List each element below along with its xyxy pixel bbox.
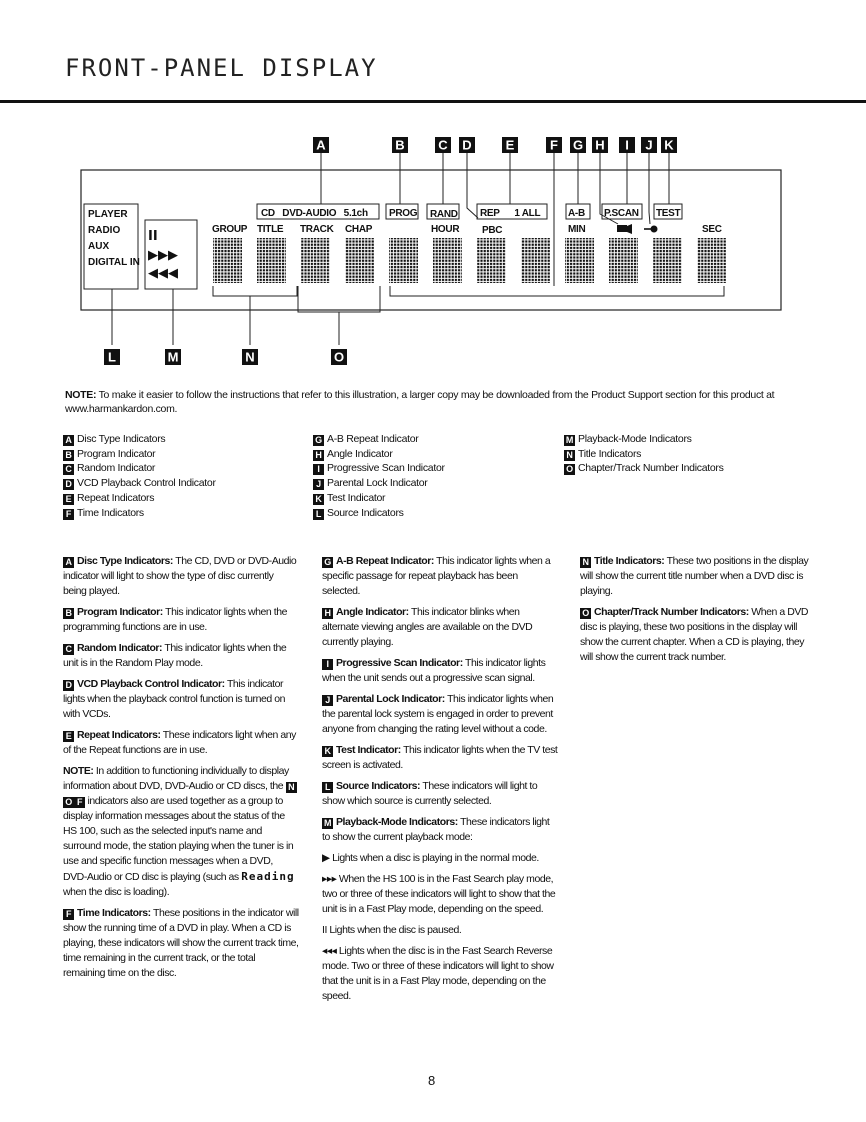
pause-icon: II [148, 229, 158, 244]
legend-label: Playback-Mode Indicators [578, 433, 692, 445]
legend-label: Title Indicators [578, 447, 642, 460]
legend-item-e [63, 491, 216, 506]
angle-icon [617, 224, 632, 234]
callout-n [242, 349, 258, 365]
track-label: TRACK [300, 224, 334, 235]
svg-text:O: O [333, 349, 345, 365]
svg-text:E: E [505, 137, 515, 153]
svg-text:D: D [462, 137, 472, 153]
svg-text:B: B [395, 137, 405, 153]
legend-item-o [564, 461, 724, 476]
legend-label: Time Indicators [77, 506, 144, 519]
letter-badge: M [565, 435, 574, 445]
desc-d: D VCD Playback Control Indicator: This indicator lights when the playback control function is turned on with VCDs. [63, 678, 286, 720]
letter-badge: L [313, 509, 324, 520]
svg-text:L: L [108, 349, 116, 365]
legend-item-k [313, 491, 445, 506]
note-text: To make it easier to follow the instructions that refer to this illustration, a larger copy may be downloaded from the Product Support section for this product at www.harmankardon.com. [65, 389, 775, 415]
svg-text:J: J [645, 137, 653, 153]
dot-matrix-char-8 [521, 238, 550, 283]
legend-item-m [564, 432, 724, 447]
dot-matrix-char-4 [345, 238, 374, 283]
legend-label: A-B Repeat Indicator [327, 433, 419, 445]
desc-e: E Repeat Indicators: These indicators light when any of the Repeat functions are in use. [63, 729, 296, 756]
letter-badge: I [322, 659, 333, 670]
pbc-label: PBC [482, 225, 503, 236]
play-icon: ▶▶▶ [148, 248, 178, 263]
callout-f [546, 137, 562, 153]
legend-item-g [313, 432, 445, 447]
callout-h [592, 137, 608, 153]
letter-badge: K [313, 494, 324, 505]
svg-text:M: M [167, 349, 179, 365]
pscan-text: P.SCAN [604, 208, 639, 219]
letter-badge: C [63, 464, 74, 475]
dot-matrix-segments [213, 238, 726, 283]
legend-item-c [63, 461, 216, 476]
svg-text:N: N [245, 349, 255, 365]
desc-g: G A-B Repeat Indicator: This indicator lights when a specific passage for repeat playback has been selected. [322, 555, 551, 597]
dot-matrix-char-5 [389, 238, 418, 283]
desc-a: A Disc Type Indicators: The CD, DVD or DVD-Audio indicator will light to show the type of disc currently being played. [63, 555, 297, 597]
reverse-icon: ◀◀◀ [148, 266, 178, 281]
legend-item-f [63, 506, 216, 521]
callout-a [313, 137, 329, 153]
legend-item-l [313, 506, 445, 521]
source-label-player: PLAYER [88, 209, 128, 220]
hour-label: HOUR [431, 224, 460, 235]
letter-badge: D [63, 680, 74, 691]
legend-label: Program Indicator [77, 447, 156, 460]
letter-badge: I [313, 464, 324, 475]
callout-j [641, 137, 657, 153]
legend-label: Chapter/Track Number Indicators [578, 462, 724, 475]
dot-matrix-char-6 [433, 238, 462, 283]
letter-badge: F [63, 909, 74, 920]
group-label: GROUP [212, 224, 248, 235]
letter-badge: H [322, 608, 333, 619]
callout-m [165, 349, 181, 365]
letter-badge: F [74, 797, 85, 808]
dot-matrix-char-2 [257, 238, 286, 283]
letter-badge: N [580, 557, 591, 568]
letter-badge: A [63, 435, 74, 446]
dot-matrix-char-1 [213, 238, 242, 283]
legend-label: Disc Type Indicators [77, 433, 166, 445]
description-column-2 [322, 554, 558, 1010]
desc-m-pause: II Lights when the disc is paused. [322, 924, 462, 936]
desc-f: F Time Indicators: These positions in the indicator will show the running time of a DVD in play. When a CD is playing, these indicators will show the current track time, time remaining in the current track, or the total remaining time on the disc. [63, 907, 299, 979]
desc-h: H Angle Indicator: This indicator blinks when alternate viewing angles are available on the DVD currently playing. [322, 606, 533, 648]
source-label-digital-in: DIGITAL IN [88, 257, 140, 268]
disc-type-text: CD DVD-AUDIO 5.1ch [261, 208, 368, 219]
description-column-1 [63, 554, 299, 987]
sec-label: SEC [702, 224, 722, 235]
dot-matrix-char-12 [697, 238, 726, 283]
legend-item-j [313, 476, 445, 491]
callout-g [570, 137, 586, 153]
letter-badge: E [63, 731, 74, 742]
legend-item-n [564, 447, 724, 462]
title-label: TITLE [257, 224, 284, 235]
letter-badge: J [322, 695, 333, 706]
svg-text:H: H [595, 137, 605, 153]
desc-m-fast: ▸▸▸ When the HS 100 is in the Fast Search play mode, two or three of these indicators will light to show that the unit is in a Fast Play mode, depending on the speed. [322, 873, 556, 915]
letter-badge: L [322, 782, 333, 793]
callout-b [392, 137, 408, 153]
desc-m-play: ▶ Lights when a disc is playing in the normal mode. [322, 852, 539, 864]
letter-badge: G [322, 557, 333, 568]
source-label-radio: RADIO [88, 225, 121, 236]
svg-text:G: G [572, 137, 584, 153]
letter-badge: O [63, 797, 74, 808]
legend-item-a [63, 432, 216, 447]
reading-display-text: Reading [241, 870, 295, 883]
dot-matrix-char-9 [565, 238, 594, 283]
desc-note: NOTE: In addition to functioning individually to display information about DVD, DVD-Audio or CD discs, the NO F indicators also are used together as a group to display information messages about the status of the HS 100, such as the selected input's name and surround mode, the station playing when the tuner is in use and specific function messages when a DVD, DVD-Audio or CD disc is playing (such as Reading when the disc is loading). [63, 764, 299, 900]
desc-i: I Progressive Scan Indicator: This indicator lights when the unit sends out a progressive scan signal. [322, 657, 546, 684]
letter-badge: N [286, 782, 297, 793]
callout-l [104, 349, 120, 365]
letter-badge: G [313, 435, 324, 446]
desc-j: J Parental Lock Indicator: This indicator lights when the parental lock system is engaged in order to prevent anyone from changing the rating level without a code. [322, 693, 554, 735]
legend-label: Angle Indicator [327, 447, 393, 460]
bottom-callouts [104, 349, 347, 365]
desc-o: O Chapter/Track Number Indicators: When a DVD disc is playing, these two positions in the display will show the current chapter. When a CD is playing, they will show the current track number. [580, 606, 809, 663]
legend-item-h [313, 447, 445, 462]
svg-text:K: K [664, 137, 674, 153]
legend-label: Parental Lock Indicator [327, 477, 428, 490]
letter-badge: E [63, 494, 74, 505]
letter-badge: K [322, 746, 333, 757]
letter-badge: D [63, 479, 74, 490]
lock-key-icon [644, 226, 658, 233]
letter-badge: O [580, 608, 591, 619]
desc-b: B Program Indicator: This indicator lights when the programming functions are in use. [63, 606, 288, 633]
legend-item-i [313, 461, 445, 476]
chap-label: CHAP [345, 224, 373, 235]
prog-text: PROG [389, 208, 418, 219]
callout-o [331, 349, 347, 365]
legend-column-1 [63, 432, 216, 520]
svg-text:I: I [625, 137, 629, 153]
letter-badge: C [63, 644, 74, 655]
callout-k [661, 137, 677, 153]
letter-badge: B [63, 450, 74, 461]
callout-e [502, 137, 518, 153]
description-column-3 [580, 554, 816, 671]
letter-badge: O [564, 464, 575, 475]
callout-c [435, 137, 451, 153]
legend-label: Random Indicator [77, 462, 156, 475]
page-number: 8 [428, 1073, 436, 1088]
dot-matrix-char-11 [653, 238, 682, 283]
letter-badge: M [323, 818, 332, 828]
letter-badge: J [313, 479, 324, 490]
svg-text:A: A [316, 137, 326, 153]
page-title: FRONT-PANEL DISPLAY [65, 54, 378, 82]
rand-text: RAND [430, 209, 458, 220]
legend-label: Repeat Indicators [77, 491, 155, 504]
ab-text: A-B [568, 208, 585, 219]
svg-text:F: F [550, 137, 558, 153]
legend-label: Test Indicator [327, 491, 386, 504]
desc-m: M Playback-Mode Indicators: These indicators light to show the current playback mode: [322, 816, 550, 843]
dot-matrix-char-3 [301, 238, 330, 283]
letter-badge: N [564, 450, 575, 461]
top-callouts [313, 137, 677, 153]
legend-label: VCD Playback Control Indicator [77, 477, 216, 490]
source-label-aux: AUX [88, 241, 110, 252]
legend-column-3 [564, 432, 724, 476]
dot-matrix-char-7 [477, 238, 506, 283]
desc-n: N Title Indicators: These two positions in the display will show the current title number when a DVD disc is playing. [580, 555, 809, 597]
desc-l: L Source Indicators: These indicators will light to show which source is currently selected. [322, 780, 538, 807]
callout-d [459, 137, 475, 153]
callout-i [619, 137, 635, 153]
desc-c: C Random Indicator: This indicator lights when the unit is in the Random Play mode. [63, 642, 287, 669]
legend-column-2 [313, 432, 445, 520]
legend-item-b [63, 447, 216, 462]
front-panel-diagram [0, 0, 866, 380]
legend-label: Source Indicators [327, 506, 404, 519]
letter-badge: A [63, 557, 74, 568]
test-text: TEST [656, 208, 681, 219]
desc-m-reverse: ◂◂◂ Lights when the disc is in the Fast Search Reverse mode. Two or three of these indicators will light to show that the unit is in a Fast Play mode, depending on the speed. [322, 945, 554, 1002]
min-label: MIN [568, 224, 586, 235]
desc-k: K Test Indicator: This indicator lights when the TV test screen is activated. [322, 744, 558, 771]
legend-label: Progressive Scan Indicator [327, 462, 445, 475]
note-paragraph [65, 388, 785, 416]
rep-text: REP 1 ALL [480, 208, 541, 219]
svg-text:C: C [438, 137, 448, 153]
letter-badge: F [63, 509, 74, 520]
letter-badge: B [63, 608, 74, 619]
dot-matrix-char-10 [609, 238, 638, 283]
note-lead: NOTE: [65, 389, 97, 401]
letter-badge: H [313, 450, 324, 461]
legend-item-d [63, 476, 216, 491]
